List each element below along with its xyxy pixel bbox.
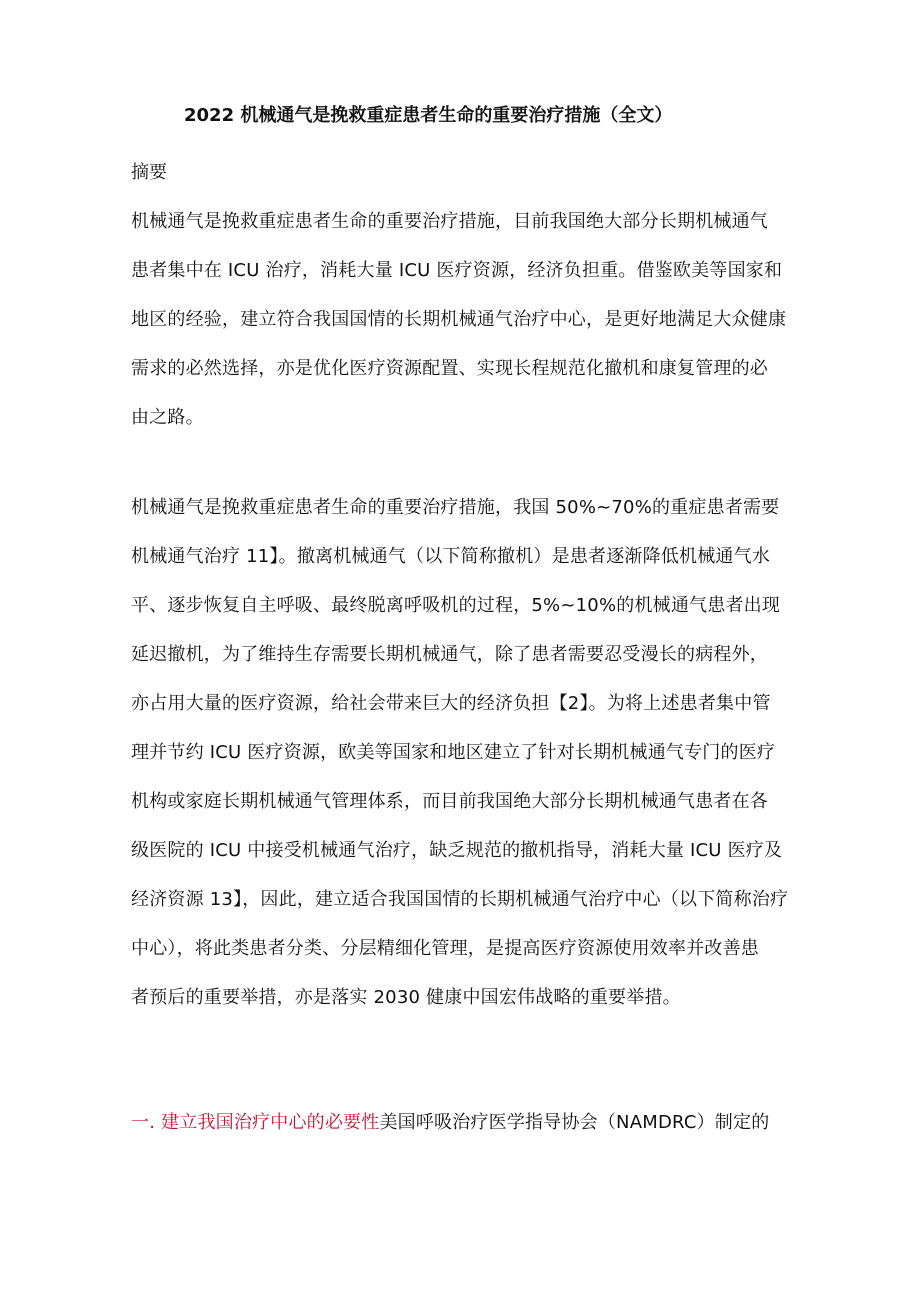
body-line: 延迟撤机，为了维持生存需要长期机械通气，除了患者需要忍受漫长的病程外， (131, 644, 768, 665)
abstract-line: 地区的经验，建立符合我国国情的长期机械通气治疗中心，是更好地满足大众健康 (131, 309, 787, 330)
document-title: 2022 机械通气是挽救重症患者生命的重要治疗措施（全文） (184, 105, 673, 126)
body-line: 经济资源 13】，因此，建立适合我国国情的长期机械通气治疗中心（以下简称治疗 (131, 889, 789, 910)
body-line: 者预后的重要举措，亦是落实 2030 健康中国宏伟战略的重要举措。 (131, 987, 681, 1008)
body-line: 理并节约 ICU 医疗资源，欧美等国家和地区建立了针对长期机械通气专门的医疗 (131, 742, 776, 763)
body-line: 中心），将此类患者分类、分层精细化管理，是提高医疗资源使用效率并改善患 (131, 938, 759, 959)
section-heading: 一. 建立我国治疗中心的必要性 (131, 1112, 380, 1133)
abstract-line: 患者集中在 ICU 治疗，消耗大量 ICU 医疗资源，经济负担重。借鉴欧美等国家和 (131, 260, 783, 281)
abstract-line: 由之路。 (131, 407, 204, 428)
body-line: 机械通气治疗 11】。撤离机械通气（以下简称撤机）是患者逐渐降低机械通气水 (131, 546, 771, 567)
section-text: 美国呼吸治疗医学指导协会（NAMDRC）制定的 (379, 1112, 770, 1133)
body-line: 级医院的 ICU 中接受机械通气治疗，缺乏规范的撤机指导，消耗大量 ICU 医疗及 (131, 840, 783, 861)
body-line: 机构或家庭长期机械通气管理体系，而目前我国绝大部分长期机械通气患者在各 (131, 791, 768, 812)
abstract-paragraph (131, 209, 796, 454)
body-line: 亦占用大量的医疗资源，给社会带来巨大的经济负担【2】。为将上述患者集中管 (131, 693, 771, 714)
body-line: 机械通气是挽救重症患者生命的重要治疗措施，我国 50%~70%的重症患者需要 (131, 497, 780, 518)
abstract-heading: 摘要 (131, 162, 167, 183)
abstract-line: 需求的必然选择，亦是优化医疗资源配置、实现长程规范化撤机和康复管理的必 (131, 358, 768, 379)
section-line (131, 1110, 769, 1136)
body-line: 平、逐步恢复自主呼吸、最终脱离呼吸机的过程，5%~10%的机械通气患者出现 (131, 595, 781, 616)
abstract-line: 机械通气是挽救重症患者生命的重要治疗措施，目前我国绝大部分长期机械通气 (131, 211, 768, 232)
body-paragraph (131, 495, 796, 1034)
